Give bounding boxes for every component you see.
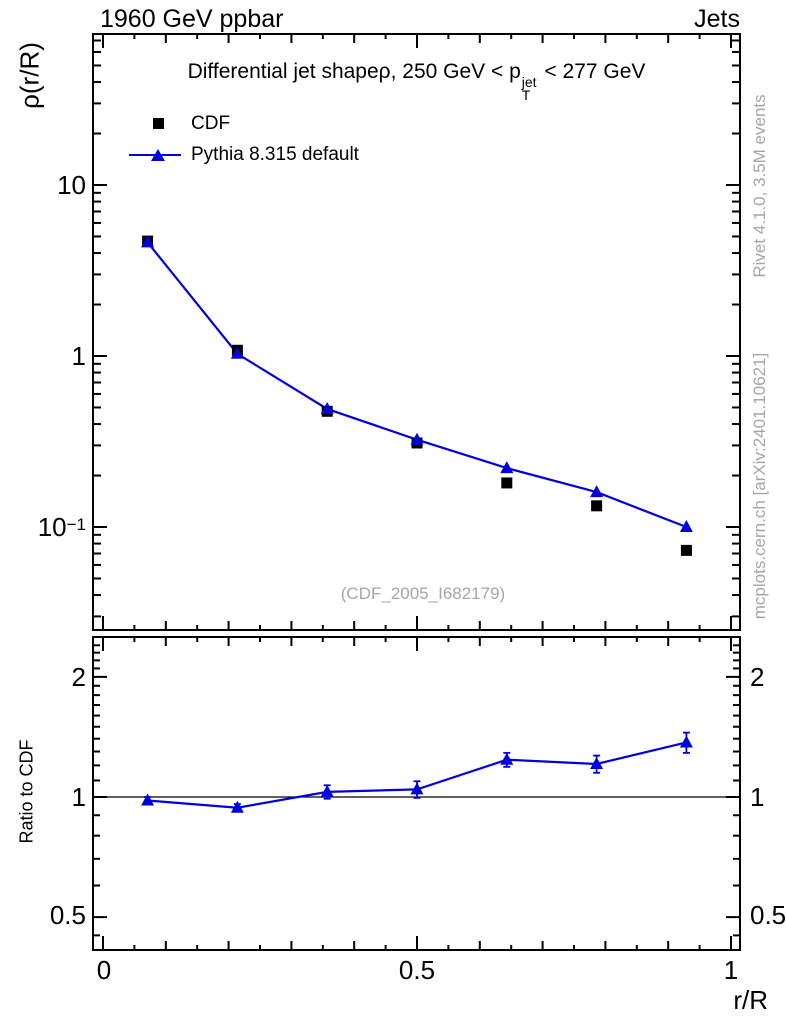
ratio-axis-title: Ratio to CDF <box>16 739 37 844</box>
header-beam-label: 1960 GeV ppbar <box>100 5 284 33</box>
x-tick-0: 0 <box>96 955 112 985</box>
cdf-square-icon <box>127 118 189 129</box>
legend-item-cdf <box>127 108 359 139</box>
plot-title-sub: T <box>521 87 531 103</box>
y-tick-1: 1 <box>71 341 86 371</box>
plot-title-sup: jet <box>521 74 537 90</box>
analysis-watermark: (CDF_2005_I682179) <box>340 584 506 603</box>
ratio-tick-2-right: 2 <box>750 662 765 692</box>
plot-title <box>93 60 740 102</box>
mcplots-arxiv-note: mcplots.cern.ch [arXiv:2401.10621] <box>750 352 769 620</box>
ratio-tick-1-left: 1 <box>71 782 86 812</box>
y-axis-title: ρ(r/R) <box>14 42 45 109</box>
plot-title-suffix: < 277 GeV <box>538 60 646 83</box>
pythia-line-triangle-icon <box>127 149 189 161</box>
axis-ticks <box>93 34 740 950</box>
legend-label-pythia: Pythia 8.315 default <box>191 143 359 165</box>
frames <box>93 34 740 950</box>
y-tick-10: 10 <box>57 170 86 200</box>
header-analysis-label: Jets <box>694 5 740 33</box>
x-tick-1: 1 <box>723 955 739 985</box>
ratio-tick-05-right: 0.5 <box>750 900 786 930</box>
legend-item-pythia <box>127 139 359 170</box>
rivet-version-note: Rivet 4.1.0, 3.5M events <box>750 94 769 278</box>
y-tick-0p1: $10^{-1}$ <box>37 512 86 542</box>
pt-jet-stack <box>522 76 537 102</box>
legend-label-cdf: CDF <box>191 112 231 134</box>
main-panel-data <box>141 235 693 556</box>
ratio-tick-05-left: 0.5 <box>49 900 86 930</box>
ratio-tick-1-right: 1 <box>750 782 765 812</box>
legend <box>127 108 359 170</box>
ratio-tick-2-left: 2 <box>71 662 86 692</box>
x-tick-05: 0.5 <box>398 955 436 985</box>
ratio-panel-data <box>141 733 693 813</box>
x-axis-title: r/R <box>733 985 768 1015</box>
plot-title-prefix: Differential jet shapeρ, 250 GeV < p <box>187 60 521 83</box>
